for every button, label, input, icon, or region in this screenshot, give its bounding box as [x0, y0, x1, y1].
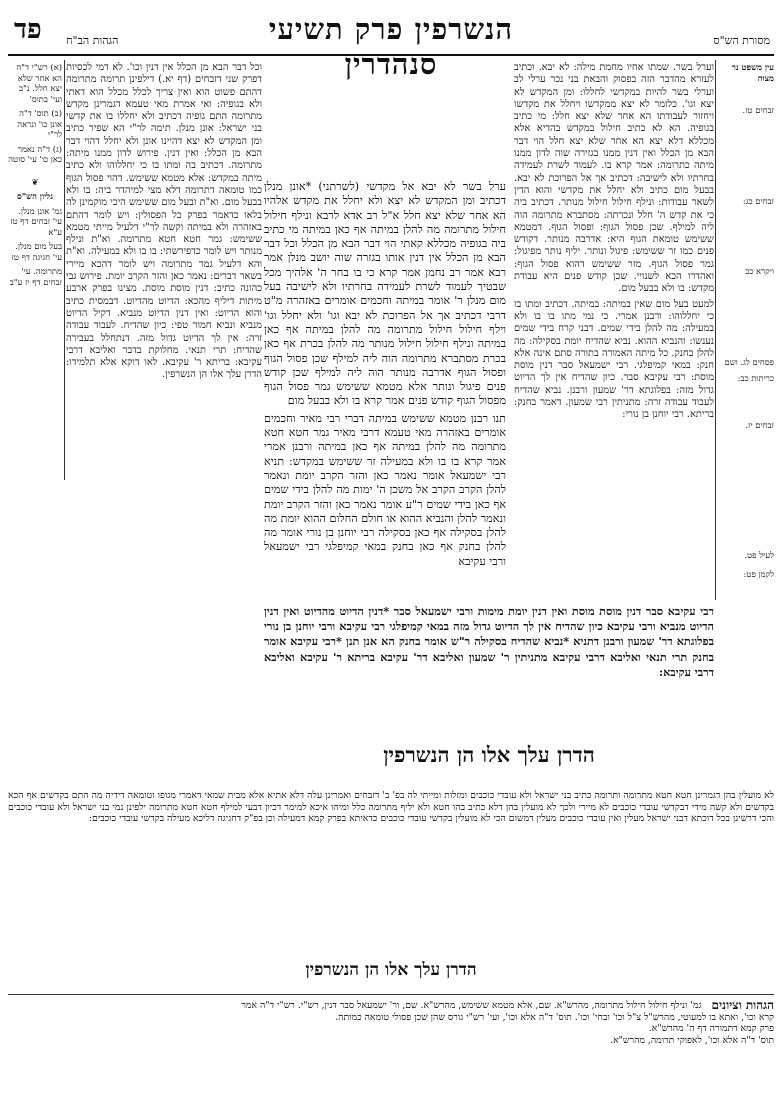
hadran-heading: הדרן עלך אלו הן הנשרפין: [383, 742, 595, 767]
gilyon-heading: גליון הש"ס: [17, 191, 53, 201]
footnote-line-3: פרק קמא דתמורה דף ה' מהרש"א.: [648, 1023, 774, 1035]
margin-ref-1: זבחים טז.: [742, 105, 774, 115]
margin-ref-2: זבחים כג:: [742, 195, 774, 206]
header-corner-right: מסורת הש"ס: [713, 34, 770, 47]
left-margin-notes: [8, 62, 62, 482]
column-rule-left: [64, 60, 65, 480]
footnotes-heading: הגהות וציונים: [711, 998, 774, 1012]
rashi-text-2: למעט בעל מום שאין במיתה: במיתה. דכתיב ומתו בו כי יחללוהו: ורבנן אמרי. כי נמי מתו בו בו ולא במעילה: מה להלן בידי שמים. דבני קרח בידי שמים נענשו: והנביא ההוא. נביא שהדיח יומת בסקילה: מה להלן בחנק. כל מיתה האמורה בתורה סתם אינה אלא חנק: במאי קמיפלגי. רבי ישמעאל סבר דנין מוסת מוסת: רבי עקיבא סבר. כיון שהדיח אין לך הדיוט גדול מזה: בפלוגתא דר' שמעון ורבנן. נביא שהדיח לעבוד עבודה זרה: מתניתין רבי שמעון. דאמר בחנק: בריתא. רבי יוחנן בן נורי:: [514, 298, 714, 421]
margin-ref-5: כריתות כב:: [737, 373, 774, 383]
hagahot-note-1: (א) רש"י ד"ה הא אחר שלא יצא חלל. נ"ב ועי' בתוס': [16, 62, 62, 104]
margin-ref-3: ויקרא כב: [745, 266, 774, 276]
margin-ref-4: פסחים לג. ושם: [724, 356, 774, 367]
margin-ref-7: לעיל פט.: [744, 550, 774, 560]
footnote-line-2: קרא וכו', ואתא בו למעוטי, מהרש"ל צ"ל וכו' ובחי' וכו'. תוס' ד"ה אלא וכו', ועי' רש"י גורס שהן שכן פסולי טומאה כמותה.: [335, 1011, 774, 1023]
page-number: פד: [14, 14, 42, 45]
gemara-text-2: תנו רבנן מטמא ששימש במיתה דברי רבי מאיר וחכמים אומרים באזהרה מאי טעמא דרבי מאיר גמר חטא חטא מתרומה מה להלן במיתה אף כאן במיתה ורבנן אמרי אמר קרא בו בו ולא במעילה זר ששימש במקדש: תניא רבי ישמעאל אומר נאמר כאן והזר הקרב יומת ונאמר להלן הקרב הקרב אל משכן ה' ימות מה להלן בידי שמים אף כאן בידי שמים ר"ע אומר נאמר כאן והזר הקרב יומת ונאמר להלן והנביא ההוא או חולם החלום ההוא יומת מה להלן בסקילה אף כאן בסקילה רבי יוחנן בן נורי אומר מה להלן בחנק אף כאן בחנק במאי קמיפלגי רבי ישמעאל ורבי עקיבא: [264, 411, 506, 568]
bottom-commentary-text: לא מועלין בהן דגמרינן חטא חטא מתרומה ותרומה כתיב בני ישראל ולא עובדי כוכבים ומזלות ומייתי לה בפ' ב' דזבחים ואמרינן עלה דלא אתיא אלא מבית שמאי דאמרי מגופו וטומאה דידיה מה התם בקדשים אף הכא בקדשים ולא קשה מידי דבקדשי עובדי כוכבים לא מיירי ולכך לא מועלין בהן דלא כתיב בהו חטא ולא יליף מתרומה כלל ומיהו איכא למימר דכיון דבעי למילף חטא חטא מתרומה ילפינן נמי בני ישראל ולא עובדי כוכבים והכי דרשינן בכל דוכתא דבני ישראל מעלין ואין עובדי כוכבים מעלין דמשום הכי לא מועלין בקדשי עובדי כוכבים כדאיתא בפרק קמא דמעילה וכן בפ"ק דחגיגה דליכא מעילה בקדשי עובדי כוכבים:: [8, 790, 774, 825]
footnotes: [8, 1000, 774, 1090]
page-title: הנשרפין פרק תשיעי סנהדרין: [268, 12, 514, 81]
bottom-commentary: [8, 790, 774, 952]
hagahot-note-2: (ב) תוס' ד"ה אונן כו' ונראה לר"י: [17, 108, 62, 139]
tosafot-text: וכל דבר הבא מן הכלל אין דנין וכו'. לא דמי לכסיות דפרק שני דזבחים (דף יא.) דילפינן תרומה מתרומה דהתם פשוט הוא ואין צריך לכלל מכלל הוא דאתי ולא בגופיה: ואי אמרת מאי טעמא דגמרינן מקדש מתרומה התם גופיה דכתיב ולא יחללו בו את קדשי בני ישראל: אונן מנלן. תימה לר"י הא שפיר כתיב ומן המקדש לא יצא דהיינו אונן ולא יחלל דהוי דבר הבא מן הכלל: ואין דנין. פירוש לדון ממנו מיתה: מתרומה. דכתיב בה ומתו בו כי יחללוהו ולא כתיב מיתה במקדש: אלא מטמא ששימש. דהוי פסול הגוף כמו טומאה דתרומה דלא מצי למיהדר ביה: בו ולא בבעל מום. וא"ת ובעל מום ששימש היכי מוקמינן לה בלאו כדאמר בפרק כל הפסולין: ויש לומר דהתם באזהרה ולא במיתה וקשה לר"י דלעיל מייתי מטמא ששימש: גמר חטא חטא מתרומה. וא"ת ונילף מנותר ויש לומר כדפירשתי: בו בו ולא במעילה. וא"ת והא דלעיל גמר מתרומה ויש לומר דהכא מיירי בשאר דברים: נאמר כאן והזר הקרב יומת. פירוש גבי כהונה כתיב: דנין מוסת מוסת. מצינו בפרק ארבע מיתות דיליף מהכא: הדיוט מהדיוט. דבמסית כתיב והוא הדיוט: ואין דנין הדיוט מנביא. דקיל הדיוט מנביא ונביא חמור טפי: כיון שהדיח. לעבוד עבודה זרה: אין לך הדיוט גדול מזה. דנתחלל בעבירה שהדיח: תרי תנאי. מחלוקת בדבר ואליבא דרבי עקיבא: בריתא ר' עקיבא. לאו דוקא אלא תלמידו: הדרן עלך אלו הן הנשרפין.: [66, 62, 262, 381]
mishnah-text: רבי עקיבא סבר דנין מוסת מוסת ואין דנין יומת מימות ורבי ישמעאל סבר *דנין הדיוט מהדיוט ואין דנין הדיוט מנביא ורבי עקיבא כיון שהדיח אין לך הדיוט גדול מזה במאי קמיפלגי רבי עקיבא ורבי יוחנן בן נורי בפלוגתא דר' שמעון ורבנן דתניא *נביא שהדיח בסקילה ר"ש אומר בחנק הא אנן תנן *רבי עקיבא אומר בחנק תרי תנאי ואליבא דרבי עקיבא מתניתין ר' שמעון ואליבא דר' עקיבא בריתא ר' עקיבא ואליבא דרבי עקיבא:: [264, 604, 714, 679]
margin-ref-6: זבחים יז.: [745, 419, 774, 430]
hadran-heading-bottom: הדרן עלך אלו הן הנשרפין: [305, 960, 477, 980]
mishnah-block: [264, 604, 714, 726]
footnote-line-1: גמ' ונילף חילול חילול מתרומה, מהרש"א. שם, אלא מטמא ששימש, מהרש"א. שם, ור' ישמעאל סבר דנין, רש"י. רש"י ד"ה אמר: [241, 1000, 702, 1011]
right-margin-notes: [718, 62, 774, 579]
footnote-divider: [8, 994, 774, 995]
rashi-text-1: וערל בשר. שמתו אחיו מחמת מילה: לא יבא. וכתיב לעזרא מהדבר הזה בפסוק והבאת בני נכר ערלי לב וערלי בשר להיות במקדשי לחללו: ומן המקדש לא יצא וגו'. כלומר לא יצא ממקדשו ויחלל את מקדשו ויחזור לעבודתו הא אחר שלא יצא חלל: מי כתיב בגופיה. הא לא כתיב חילול במקדש בהדיא אלא מכללא דלא יצא הא אחר שלא יצא חלל הוי דבר הבא מן הכלל ואין דנין ממנו בגזירה שוה לדון ממנו מיתה כתרומה: אמר קרא בו. לעמוד לשרת לעמידה בחרתיו ולא לישיבה: דכתיב אך אל הפרוכת לא יבא. בבעל מום כתיב ולא יחלל את מקדשי והוא הדין לשאר עבודות: ונילף חילול חילול מנותר. דכתיב ביה כי את קדש ה' חלל ונכרתה: מסתברא מתרומה הוה ליה למילף. שכן פסול הגוף: ופסול הגוף. דמטמא ששימש טומאת הגוף היא: אדרבה מנותר. דקודש פנים כמו זר ששימש: פיגול ונותר. יליף נותר מפיגול: גמר פסול הגוף. מזר ששימש דהוא פסול הגוף: ואהדרו הכא לשנויי. שכן קודש פנים היא עבודת מקדש: בו ולא בבעל מום.: [514, 62, 714, 295]
gilyon-line-3: מתרומה. עי' זבחים דף יז ע"ב: [9, 266, 62, 287]
gilyon-line-1: גמ' אונן מנלן. עי' זבחים דף טז ע"א: [10, 205, 62, 237]
footnote-line-4: תוס' ד"ה אלא וכו', לאפוקי תרומה, מהרש"א.: [610, 1034, 774, 1046]
gemara-column: [264, 180, 506, 594]
margin-ref-8: לקמן פט:: [743, 568, 774, 579]
rashi-column: [514, 62, 714, 602]
hagahot-note-3: (ג) ד"ה נאמר כאן כו' עי' סוטה: [8, 143, 62, 164]
ornament-icon: ❦: [31, 176, 39, 187]
header-corner-left: הגהות הב"ח: [66, 34, 119, 47]
gilyon-line-2: בעל מום מנלן. עי' חגיגה דף טז: [11, 241, 62, 262]
right-margin-heading: עין משפט נר מצוה: [731, 62, 774, 83]
gemara-text-1: ערל בשר לא יבא אל מקדשי (לשרתני) *אונן מנלן דכתיב ומן המקדש לא יצא ולא יחלל את מקדש אלהיו הא אחר שלא יצא חלל א"ל רב אדא לרבא ונילף חילול חילול מתרומה מה להלן במיתה אף כאן במיתה מי כתיב ביה בגופיה מכללא קאתי הוי דבר הבא מן הכלל וכל דבר הבא מן הכלל אין דנין אותו בגזרה שוה יושב מנלן אמר רבא אמר רב נחמן אמר קרא כי בו בחר ה' אלהיך מכל שבטיך לעמוד לשרת לעמידה בחרתיו ולא לישיבה בעל מום מנלן ר' אומר במיתה וחכמים אומרים באזהרה מ"ט דרבי דכתיב אך אל הפרוכת לא יבא וגו' ולא יחלל וגו' וילף חילול חילול מתרומה מה להלן במיתה אף כאן במיתה ונילף חילול חילול מנותר מה להלן בכרת אף כאן בכרת מסתברא מתרומה הוה ליה למילף שכן פסול הגוף ופסול הגוף אדרבה מנותר הוה ליה למילף שכן קודש פנים פיגול ונותר אלא מטמא ששימש גמר פסול הגוף מפסול הגוף קודש פנים אמר קרא בו ולא בבעל מום: [264, 180, 506, 408]
tosafot-column: [66, 62, 262, 892]
column-rule-right: [715, 60, 716, 600]
